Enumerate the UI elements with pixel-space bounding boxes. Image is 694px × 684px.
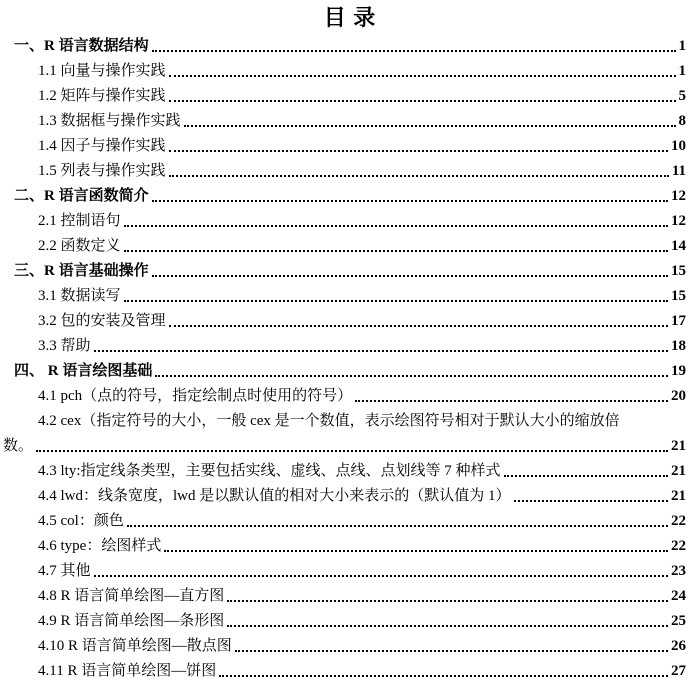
toc-entry[interactable] <box>14 134 686 159</box>
toc-entry[interactable] <box>14 284 686 309</box>
page-number: 1 <box>678 38 686 54</box>
dot-leader <box>155 375 668 377</box>
dot-leader <box>169 75 676 77</box>
toc-entry-text: 4.5 col：颜色 <box>38 513 124 529</box>
toc-entry[interactable] <box>14 359 686 384</box>
toc-entry-text-continuation: 数。 <box>3 438 34 454</box>
page-number: 24 <box>671 588 686 604</box>
page-number: 21 <box>671 438 686 454</box>
toc-entry-text: 4.1 pch（点的符号，指定绘制点时使用的符号） <box>38 388 353 404</box>
page-number: 15 <box>671 263 686 279</box>
toc-entry[interactable] <box>3 409 686 459</box>
toc-entry[interactable] <box>14 559 686 584</box>
toc-entry-text: 4.3 lty:指定线条类型，主要包括实线、虚线、点线、点划线等 7 种样式 <box>38 463 501 479</box>
dot-leader <box>164 550 668 552</box>
toc-entry-text: 4.9 R 语言简单绘图—条形图 <box>38 613 225 629</box>
page-number: 21 <box>671 488 686 504</box>
page-number: 11 <box>671 163 686 179</box>
toc-entry-text: 1.5 列表与操作实践 <box>38 163 166 179</box>
page-number: 19 <box>671 363 686 379</box>
toc-entry-line <box>14 359 686 384</box>
page-number: 23 <box>671 563 686 579</box>
toc-entry-line <box>14 209 686 234</box>
page-number: 17 <box>671 313 686 329</box>
toc-entry[interactable] <box>14 384 686 409</box>
toc-entry-line <box>14 659 686 684</box>
toc-entry-text: 4.6 type：绘图样式 <box>38 538 162 554</box>
page-number: 12 <box>671 213 686 229</box>
toc-entry-line <box>14 284 686 309</box>
dot-leader <box>169 325 668 327</box>
dot-leader <box>169 175 669 177</box>
toc-entry-text: 3.3 帮助 <box>38 338 91 354</box>
toc-entry-line <box>14 234 686 259</box>
toc-entry-text: 1.1 向量与操作实践 <box>38 63 166 79</box>
toc-entry[interactable] <box>14 184 686 209</box>
toc-entry-line <box>14 384 686 409</box>
toc-entry[interactable] <box>14 309 686 334</box>
toc-entry[interactable] <box>14 59 686 84</box>
dot-leader <box>169 150 668 152</box>
page-number: 22 <box>671 513 686 529</box>
toc-title: 目 录 <box>323 5 377 30</box>
toc-entry-line <box>14 534 686 559</box>
toc-entry-text: 二、R 语言函数简介 <box>14 188 149 204</box>
dot-leader <box>235 650 668 652</box>
dot-leader <box>152 50 676 52</box>
toc-entry[interactable] <box>14 534 686 559</box>
toc-entry-text: 4.4 lwd：线条宽度，lwd 是以默认值的相对大小来表示的（默认值为 1） <box>38 488 511 504</box>
dot-leader <box>124 300 668 302</box>
dot-leader <box>169 100 676 102</box>
page-number: 27 <box>671 663 686 679</box>
page-number: 15 <box>671 288 686 304</box>
toc-entry-line <box>14 59 686 84</box>
toc-entry-line <box>14 609 686 634</box>
toc-entry[interactable] <box>14 159 686 184</box>
toc-entry-text: 三、R 语言基础操作 <box>14 263 149 279</box>
page-number: 25 <box>671 613 686 629</box>
toc-entry[interactable] <box>14 259 686 284</box>
dot-leader <box>127 525 668 527</box>
page-number: 18 <box>671 338 686 354</box>
toc-entry-text: 4.10 R 语言简单绘图—散点图 <box>38 638 232 654</box>
dot-leader <box>219 675 668 677</box>
toc-entry[interactable] <box>14 634 686 659</box>
toc-entry-line <box>14 109 686 134</box>
toc-entry-line <box>14 334 686 359</box>
dot-leader <box>94 575 668 577</box>
toc-entry-line <box>14 84 686 109</box>
dot-leader <box>152 200 668 202</box>
dot-leader <box>514 500 668 502</box>
toc-entry-line <box>14 134 686 159</box>
toc-entry[interactable] <box>14 109 686 134</box>
page-number: 14 <box>671 238 686 254</box>
toc-entry[interactable] <box>14 584 686 609</box>
dot-leader <box>124 250 668 252</box>
page-number: 22 <box>671 538 686 554</box>
toc-entry[interactable] <box>14 509 686 534</box>
toc-entry[interactable] <box>14 484 686 509</box>
dot-leader <box>124 225 668 227</box>
toc-entry[interactable] <box>14 334 686 359</box>
dot-leader <box>355 400 668 402</box>
toc-entry-line <box>3 434 686 459</box>
toc-entry[interactable] <box>14 459 686 484</box>
toc-entry-text: 1.2 矩阵与操作实践 <box>38 88 166 104</box>
toc-entry-text: 4.2 cex（指定符号的大小，一般 cex 是一个数值，表示绘图符号相对于默认大小的缩放倍 <box>38 413 620 429</box>
dot-leader <box>227 600 668 602</box>
toc-entry-line <box>14 184 686 209</box>
toc-entry-line <box>14 634 686 659</box>
toc-entry[interactable] <box>14 209 686 234</box>
toc-entry[interactable] <box>14 609 686 634</box>
toc-entry-line <box>14 259 686 284</box>
dot-leader <box>94 350 668 352</box>
toc-entry-text: 3.1 数据读写 <box>38 288 121 304</box>
toc-entry-text: 4.11 R 语言简单绘图—饼图 <box>38 663 217 679</box>
toc-entry-line <box>14 34 686 59</box>
toc-entry-line <box>14 584 686 609</box>
toc-entry-line <box>14 559 686 584</box>
toc-entry-text: 4.7 其他 <box>38 563 91 579</box>
toc-entry-line <box>14 459 686 484</box>
page-number: 10 <box>671 138 686 154</box>
toc-entry-text: 2.2 函数定义 <box>38 238 121 254</box>
toc-entry-line <box>14 484 686 509</box>
dot-leader <box>152 275 668 277</box>
page-number: 20 <box>671 388 686 404</box>
toc-entry-text: 一、R 语言数据结构 <box>14 38 149 54</box>
page-number: 5 <box>678 88 686 104</box>
dot-leader <box>227 625 668 627</box>
toc-entry[interactable] <box>14 659 686 684</box>
toc-entry-text: 2.1 控制语句 <box>38 213 121 229</box>
page-number: 8 <box>678 113 686 129</box>
toc-list <box>3 34 686 684</box>
toc-entry-text: 1.4 因子与操作实践 <box>38 138 166 154</box>
toc-entry-line <box>14 159 686 184</box>
page-number: 21 <box>671 463 686 479</box>
page-number: 12 <box>671 188 686 204</box>
toc-entry-text: 四、 R 语言绘图基础 <box>14 363 153 379</box>
toc-entry-line <box>14 309 686 334</box>
page-number: 26 <box>671 638 686 654</box>
toc-entry-text: 3.2 包的安装及管理 <box>38 313 166 329</box>
toc-entry-text: 4.8 R 语言简单绘图—直方图 <box>38 588 225 604</box>
page-number: 1 <box>678 63 686 79</box>
toc-entry[interactable] <box>14 84 686 109</box>
dot-leader <box>36 450 668 452</box>
dot-leader <box>184 125 676 127</box>
dot-leader <box>504 475 668 477</box>
toc-entry[interactable] <box>14 234 686 259</box>
toc-entry-text: 1.3 数据框与操作实践 <box>38 113 181 129</box>
toc-entry[interactable] <box>14 34 686 59</box>
toc-entry-line <box>14 509 686 534</box>
